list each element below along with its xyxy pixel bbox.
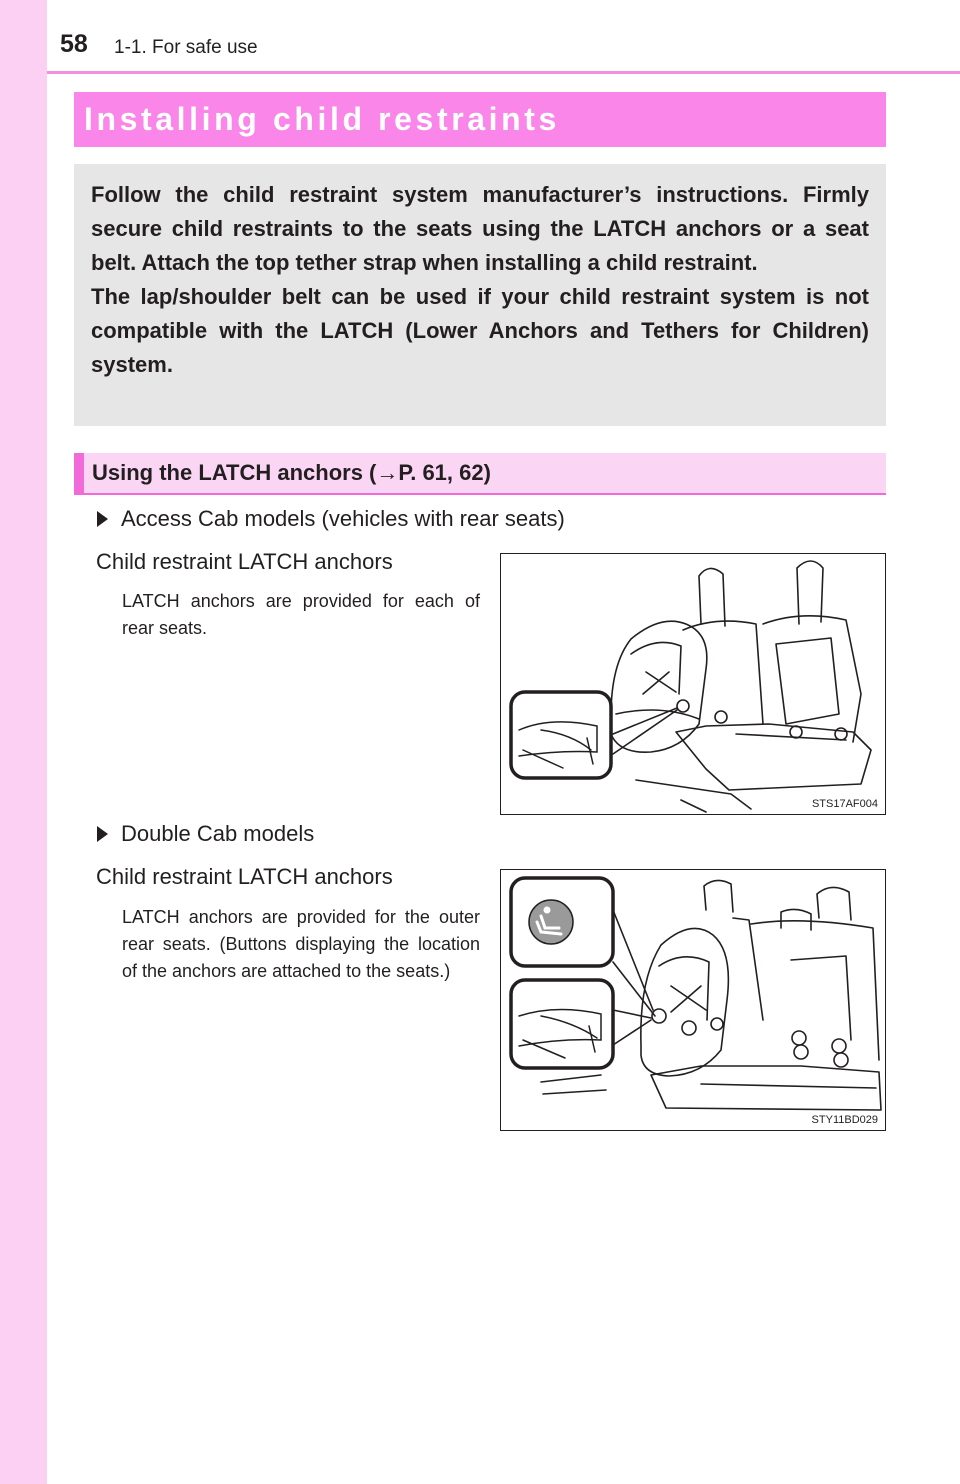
bullet-double-cab	[97, 821, 314, 847]
page-title-bar	[74, 92, 886, 147]
intro-box	[74, 164, 886, 426]
subsection-heading	[74, 453, 886, 495]
access-cab-description: LATCH anchors are provided for each of rear seats.	[122, 591, 480, 638]
intro-paragraph-2: The lap/shoulder belt can be used if your child restraint system is not compatible with the LATCH (Lower Anchors and Tethers for Children) system.	[91, 284, 869, 377]
triangle-bullet-icon	[97, 826, 108, 842]
page-title: Installing child restraints	[84, 101, 560, 137]
side-tab-strip	[0, 0, 47, 1484]
double-cab-seat-illustration	[501, 870, 884, 1129]
double-cab-description: LATCH anchors are provided for the outer rear seats. (Buttons displaying the location of the anchors are attached to the seats.)	[122, 907, 480, 981]
access-cab-figure	[500, 553, 886, 815]
intro-paragraph-1: Follow the child restraint system manufacturer’s instructions. Firmly secure child restraints to the seats using the LATCH anchors or a seat belt. Attach the top tether strap when installing a child restraint.	[91, 182, 869, 275]
bullet-double-cab-text: Double Cab models	[121, 821, 315, 846]
section-label: 1-1. For safe use	[114, 37, 258, 58]
page-number: 58	[60, 30, 88, 58]
double-cab-item-title: Child restraint LATCH anchors	[96, 864, 393, 889]
header-rule	[47, 71, 960, 74]
double-cab-figure-code: STY11BD029	[811, 1114, 878, 1126]
subsection-title: Using the LATCH anchors (→P. 61, 62)	[92, 460, 491, 485]
access-cab-figure-code: STS17AF004	[811, 798, 878, 810]
bullet-access-cab	[97, 506, 565, 532]
triangle-bullet-icon	[97, 511, 108, 527]
double-cab-figure	[500, 869, 886, 1131]
bullet-access-cab-text: Access Cab models (vehicles with rear seats)	[121, 506, 565, 531]
access-cab-item-title: Child restraint LATCH anchors	[96, 549, 393, 574]
access-cab-seat-illustration	[501, 554, 884, 813]
